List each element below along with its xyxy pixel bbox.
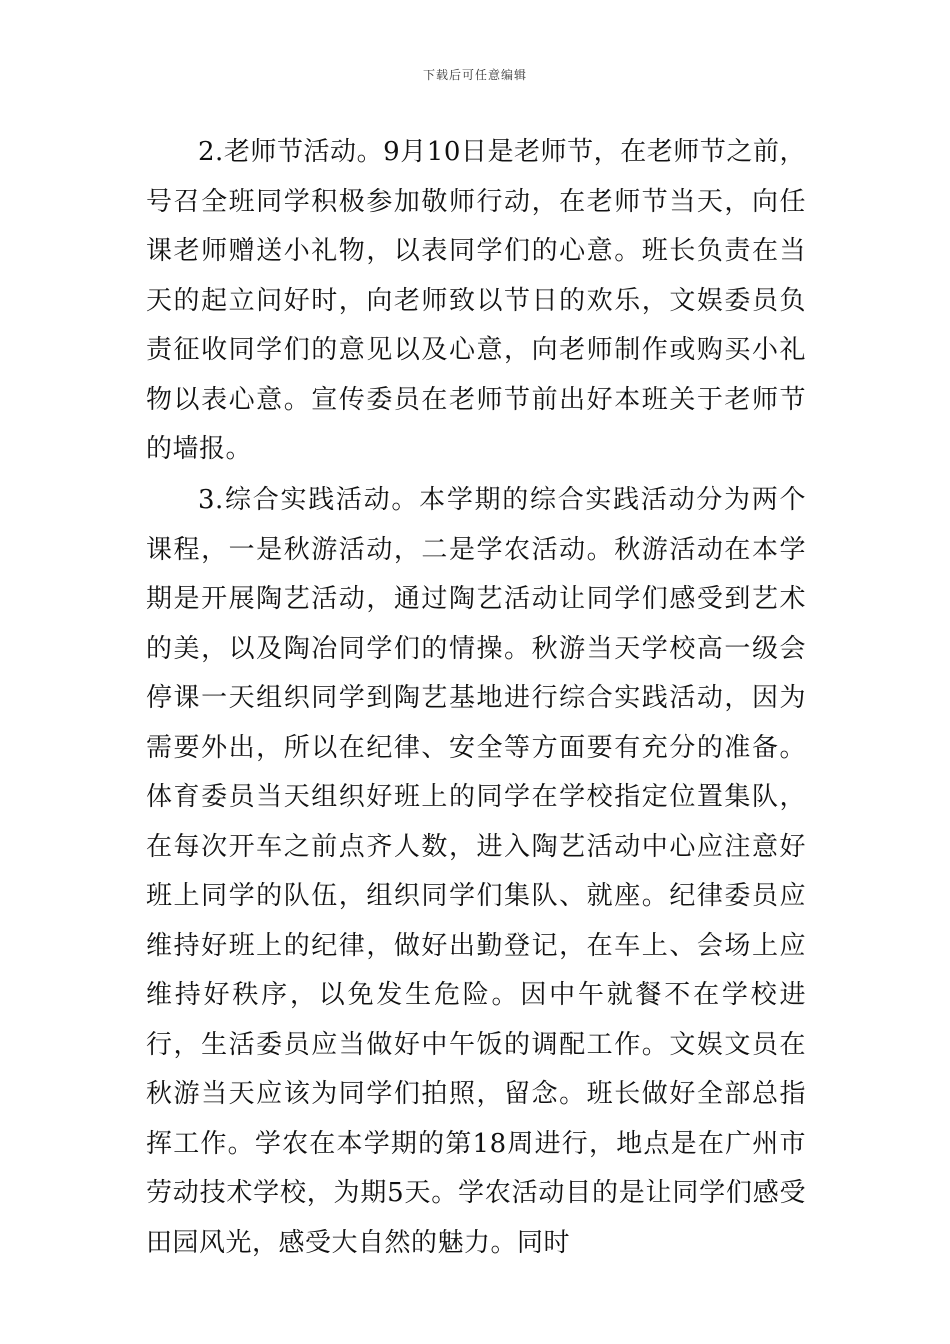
paragraph-text: 3.综合实践活动。本学期的综合实践活动分为两个课程，一是秋游活动，二是学农活动。秋游活动在本学期是开展陶艺活动，通过陶艺活动让同学们感受到艺术的美，以及陶冶同学们的情操。秋游当天学校高一级会停课一天组织同学到陶艺基地进行综合实践活动，因为需要外出，所以在纪律、安全等方面要有充分的准备。体育委员当天组织好班上的同学在学校指定位置集队，在每次开车之前点齐人数，进入陶艺活动中心应注意好班上同学的队伍，组织同学们集队、就座。纪律委员应维持好班上的纪律，做好出勤登记，在车上、会场上应维持好秩序，以免发生危险。因中午就餐不在学校进行，生活委员应当做好中午饭的调配工作。文娱文员在秋游当天应该为同学们拍照，留念。班长做好全部总指挥工作。学农在本学期的第18周进行，地点是在广州市劳动技术学校，为期5天。学农活动目的是让同学们感受田园风光，感受大自然的魅力。同时 — [146, 485, 806, 1258]
paragraph-teachers-day — [146, 128, 806, 475]
paragraph-practice-activity — [146, 476, 806, 1268]
header-note: 下载后可任意编辑 — [422, 68, 527, 82]
paragraph-text: 2.老师节活动。9月10日是老师节，在老师节之前，号召全班同学积极参加敬师行动，在老师节当天，向任课老师赠送小礼物，以表同学们的心意。班长负责在当天的起立问好时，向老师致以节日的欢乐，文娱委员负责征收同学们的意见以及心意，向老师制作或购买小礼物以表心意。宣传委员在老师节前出好本班关于老师节的墙报。 — [146, 137, 806, 464]
